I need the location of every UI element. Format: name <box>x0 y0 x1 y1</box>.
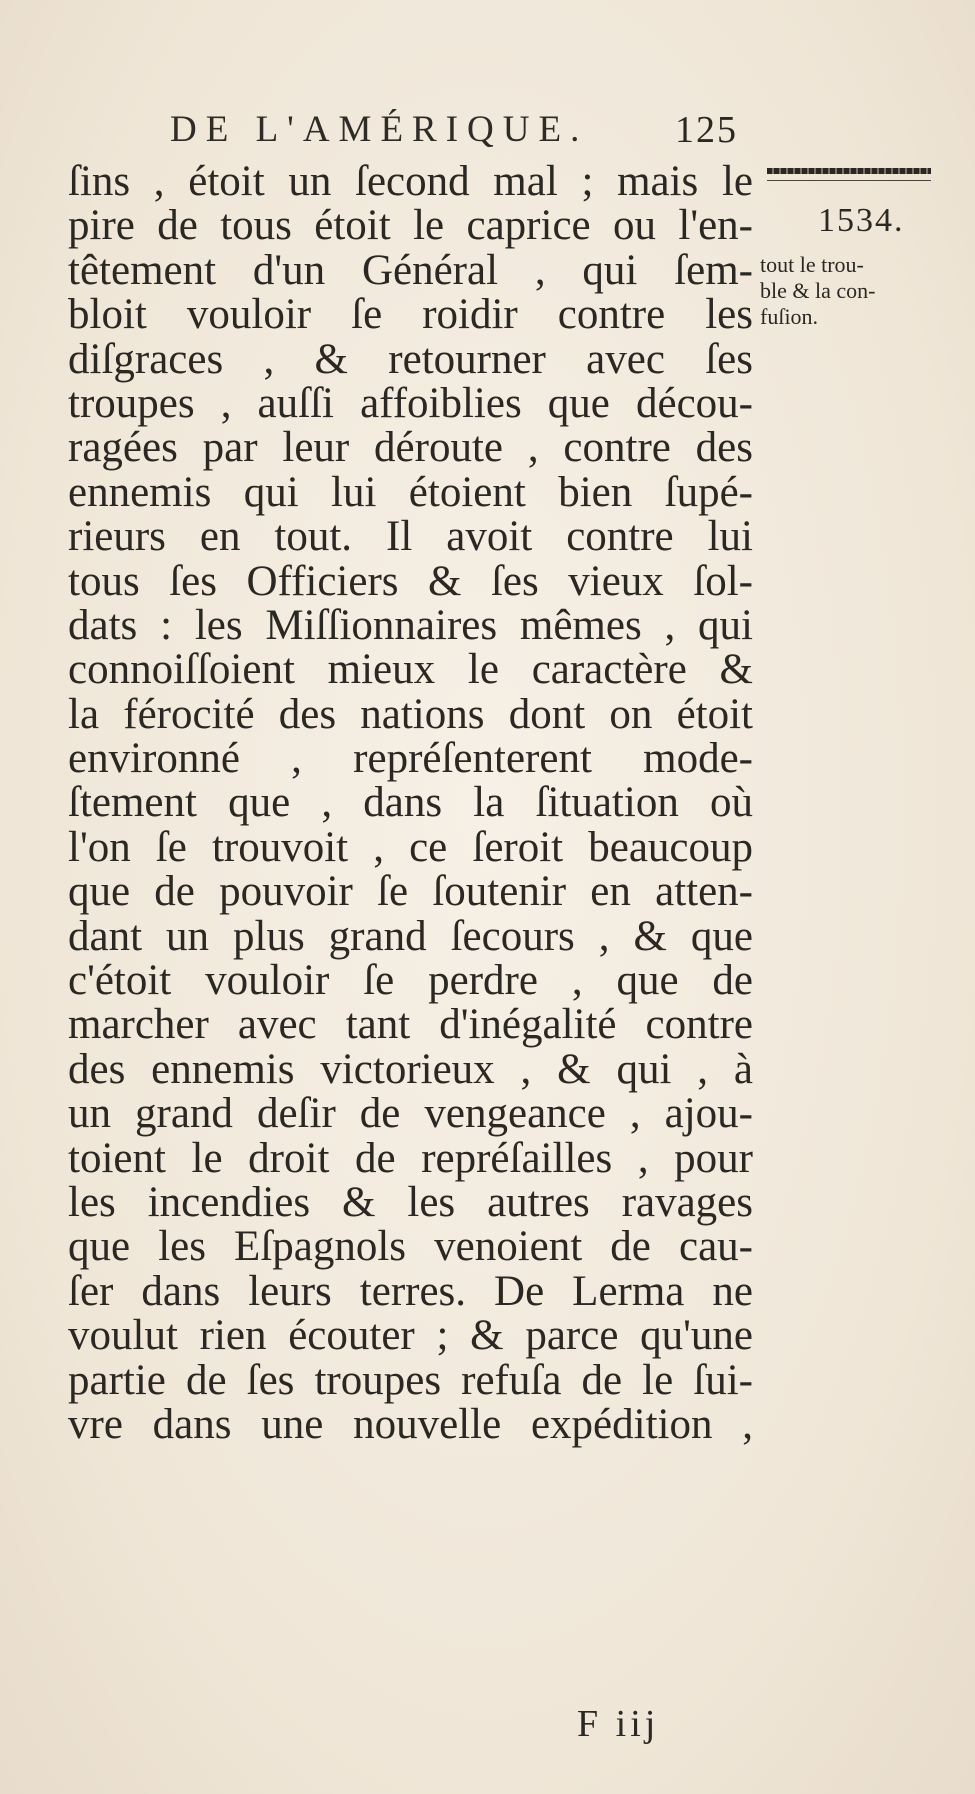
text-line: dant un plus grand ſecours , & que <box>68 912 753 960</box>
text-line: tous ſes Officiers & ſes vieux ſol- <box>68 557 753 605</box>
text-line: environné , repréſenterent mode- <box>68 735 753 783</box>
text-line: dats : les Miſſionnaires mêmes , qui <box>68 601 753 649</box>
text-line: un grand deſir de vengeance , ajou- <box>68 1090 753 1138</box>
margin-ornament-rule <box>767 168 931 174</box>
text-line: connoiſſoient mieux le caractère & <box>68 646 753 694</box>
text-line: des ennemis victorieux , & qui , à <box>68 1045 753 1093</box>
margin-rule <box>767 180 931 181</box>
margin-note-line: tout le trou- <box>760 252 864 277</box>
text-line: que de pouvoir ſe ſoutenir en atten- <box>68 868 753 916</box>
margin-note <box>760 252 940 330</box>
text-line: ſins , étoit un ſecond mal ; mais le <box>68 158 753 205</box>
text-line: c'étoit vouloir ſe perdre , que de <box>68 957 753 1005</box>
text-line: vre dans une nouvelle expédition , <box>68 1400 753 1448</box>
margin-note-line: fuſion. <box>760 304 819 329</box>
text-line: rieurs en tout. Il avoit contre lui <box>68 513 753 561</box>
body-text <box>68 160 753 1447</box>
text-line: marcher avec tant d'inégalité contre <box>68 1001 753 1049</box>
margin-note-line: ble & la con- <box>760 278 876 303</box>
text-line: les incendies & les autres ravages <box>68 1178 753 1226</box>
text-line: ſtement que , dans la ſituation où <box>68 779 753 827</box>
text-line: ſer dans leurs terres. De Lerma ne <box>68 1267 753 1315</box>
text-line: partie de ſes troupes refuſa de le ſui- <box>68 1356 753 1404</box>
text-line: bloit vouloir ſe roidir contre les <box>68 291 753 339</box>
text-line: l'on ſe trouvoit , ce ſeroit beaucoup <box>68 823 753 871</box>
text-line: ragées par leur déroute , contre des <box>68 424 753 472</box>
running-title: DE L'AMÉRIQUE. <box>170 109 589 150</box>
text-line: la férocité des nations dont on étoit <box>68 690 753 738</box>
margin-year: 1534. <box>818 202 905 239</box>
text-line: diſgraces , & retourner avec ſes <box>68 335 753 383</box>
signature-mark: F iij <box>577 1703 660 1745</box>
text-line: pire de tous étoit le caprice ou l'en- <box>68 202 753 250</box>
text-line: voulut rien écouter ; & parce qu'une <box>68 1312 753 1360</box>
text-line: têtement d'un Général , qui ſem- <box>68 246 753 294</box>
text-line: troupes , auſſi affoiblies que décou- <box>68 379 753 427</box>
text-line: que les Eſpagnols venoient de cau- <box>68 1223 753 1271</box>
text-line: ennemis qui lui étoient bien ſupé- <box>68 468 753 516</box>
page-number: 125 <box>675 109 738 151</box>
text-line: toient le droit de repréſailles , pour <box>68 1134 753 1182</box>
